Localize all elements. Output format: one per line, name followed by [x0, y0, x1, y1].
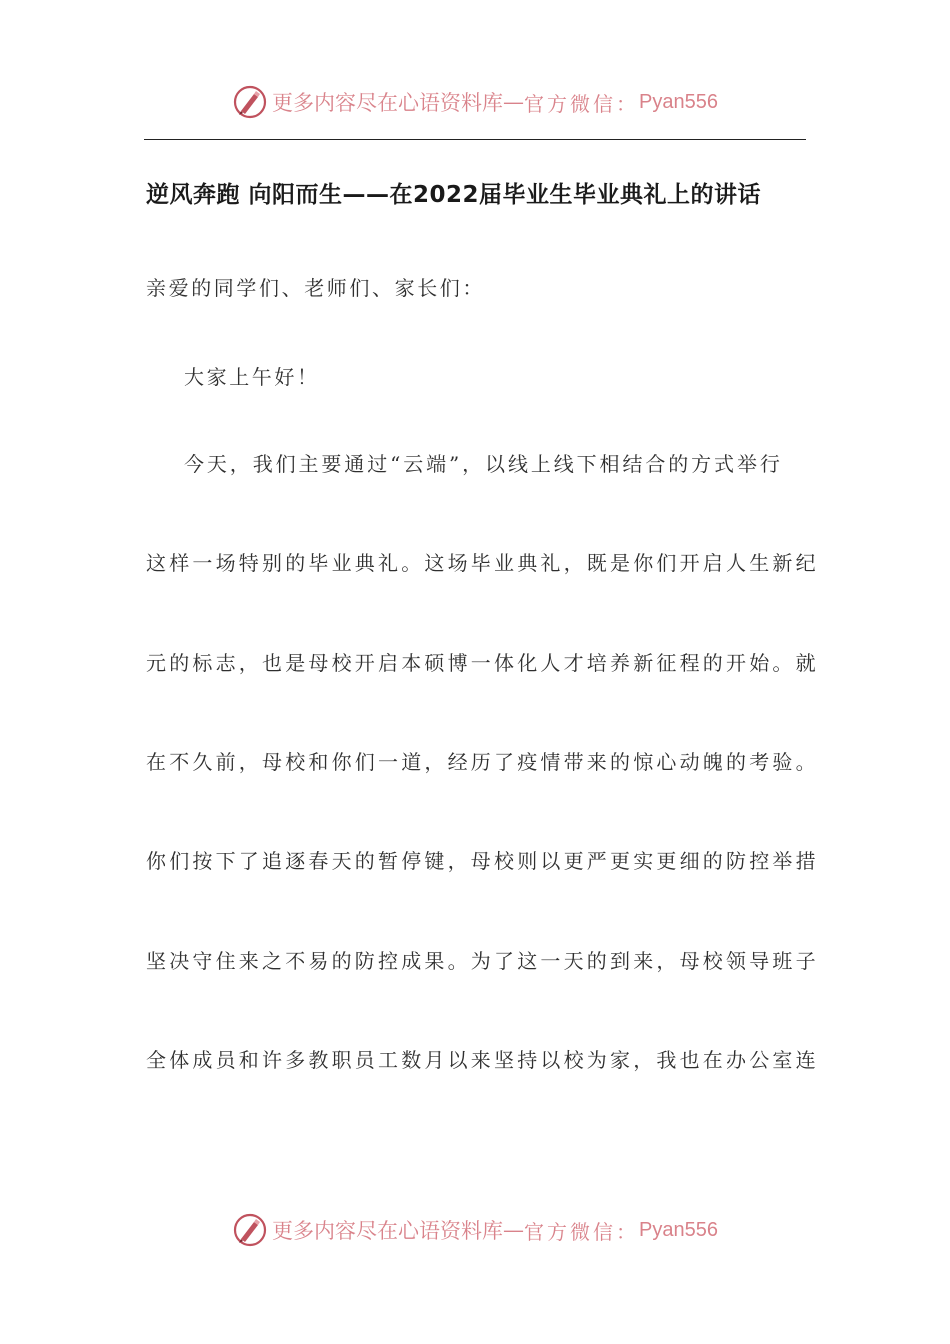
banner-wechat-label: 官方微信： — [524, 91, 640, 116]
body-line: 在不久前，母校和你们一道，经历了疫情带来的惊心动魄的考验。 — [146, 750, 819, 774]
header-divider — [144, 139, 806, 140]
banner-separator: — — [503, 1218, 525, 1242]
body-line: 今天，我们主要通过“云端”，以线上线下相结合的方式举行 — [184, 452, 783, 476]
body-line: 你们按下了追逐春天的暂停键，母校则以更严更实更细的防控举措 — [146, 849, 819, 873]
pen-logo-icon — [232, 84, 268, 120]
body-line: 坚决守住来之不易的防控成果。为了这一天的到来，母校领导班子 — [146, 949, 819, 973]
banner-wechat-id: Pyan556 — [639, 1218, 718, 1241]
salutation: 亲爱的同学们、老师们、家长们： — [146, 276, 485, 300]
body-line: 元的标志，也是母校开启本硕博一体化人才培养新征程的开始。就 — [146, 651, 819, 675]
document-title: 逆风奔跑 向阳而生——在2022届毕业生毕业典礼上的讲话 — [146, 182, 762, 208]
banner-separator: — — [503, 90, 525, 114]
banner-main-text: 更多内容尽在心语资料库 — [272, 1219, 504, 1243]
body-line: 这样一场特别的毕业典礼。这场毕业典礼，既是你们开启人生新纪 — [146, 551, 819, 575]
greeting: 大家上午好！ — [184, 365, 320, 389]
footer-banner — [0, 1208, 950, 1252]
banner-wechat-id: Pyan556 — [639, 90, 718, 113]
header-banner — [0, 80, 950, 124]
banner-main-text: 更多内容尽在心语资料库 — [272, 91, 504, 115]
banner-wechat-label: 官方微信： — [524, 1219, 640, 1244]
body-line: 全体成员和许多教职员工数月以来坚持以校为家，我也在办公室连 — [146, 1048, 819, 1072]
pen-logo-icon — [232, 1212, 268, 1248]
